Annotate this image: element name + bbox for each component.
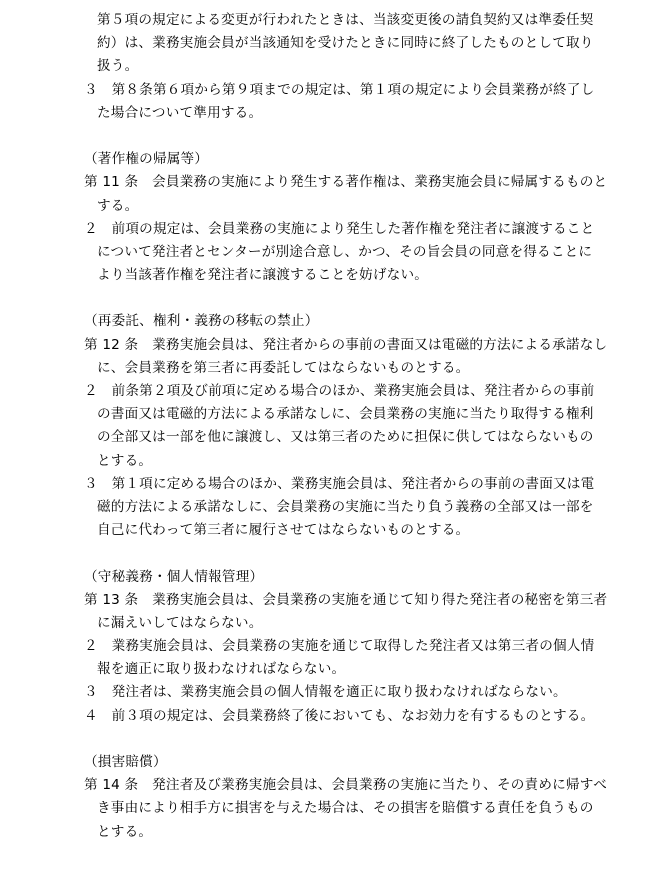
spacer bbox=[84, 728, 594, 751]
article-11 bbox=[84, 148, 608, 287]
paragraph-2-first-line: ２ 前項の規定は、会員業務の実施により発生した著作権を発注者に譲渡すること bbox=[84, 220, 595, 237]
spacer bbox=[84, 542, 594, 565]
text-line: 自己に代わって第三者に履行させてはならないものとする。 bbox=[97, 522, 470, 539]
text-line: 第５項の規定による変更が行われたときは、当該変更後の請負契約又は準委任契 bbox=[97, 12, 594, 28]
text-line: 報を適正に取り扱わなければならない。 bbox=[97, 661, 346, 678]
article-13 bbox=[84, 566, 608, 728]
article-first-line: 第 12 条 業務実施会員は、発注者からの事前の書面又は電磁的方法による承諾なし bbox=[84, 336, 608, 353]
text-line: 約）は、業務実施会員が当該通知を受けたときに同時に終了したものとして取り bbox=[97, 35, 594, 52]
text-line: に漏えいしてはならない。 bbox=[97, 614, 263, 631]
text-line: とする。 bbox=[97, 452, 153, 469]
text-line: の全部又は一部を他に譲渡し、又は第三者のために担保に供してはならないもの bbox=[97, 429, 594, 446]
text-line: の書面又は電磁的方法による承諾なしに、会員業務の実施に当たり取得する権利 bbox=[97, 406, 594, 423]
text-line: する。 bbox=[97, 197, 139, 214]
paragraph-2-first-line: ２ 業務実施会員は、会員業務の実施を通じて取得した発注者又は第三者の個人情 bbox=[84, 638, 595, 655]
text-line: 磁的方法による承諾なしに、会員業務の実施に当たり負う義務の全部又は一部を bbox=[97, 498, 594, 515]
text-line: について発注者とセンターが別途合意し、かつ、その旨会員の同意を得ることに bbox=[97, 243, 593, 260]
text-line: より当該著作権を発注者に譲渡することを妨げない。 bbox=[97, 267, 429, 284]
text-line: に、会員業務を第三者に再委託してはならないものとする。 bbox=[97, 359, 470, 376]
spacer bbox=[84, 125, 594, 148]
text-line: き事由により相手方に損害を与えた場合は、その損害を賠償する責任を負うもの bbox=[97, 800, 594, 817]
paragraph-3-first-line: ３ 第８条第６項から第９項までの規定は、第１項の規定により会員業務が終了し bbox=[84, 81, 595, 98]
section-heading: （著作権の帰属等） bbox=[84, 151, 209, 168]
article-first-line: 第 11 条 会員業務の実施により発生する著作権は、業務実施会員に帰属するものと bbox=[84, 174, 608, 191]
section-heading: （損害賠償） bbox=[84, 754, 167, 770]
article-10-tail bbox=[84, 9, 594, 125]
article-12 bbox=[84, 310, 608, 542]
paragraph-3-first-line: ３ 第１項に定める場合のほか、業務実施会員は、発注者からの事前の書面又は電 bbox=[84, 475, 595, 492]
article-14 bbox=[84, 751, 608, 844]
text-line: とする。 bbox=[97, 823, 153, 840]
paragraph-2-first-line: ２ 前条第２項及び前項に定める場合のほか、業務実施会員は、発注者からの事前 bbox=[84, 383, 595, 399]
document-page bbox=[84, 9, 608, 844]
section-heading: （再委託、権利・義務の移転の禁止） bbox=[84, 313, 319, 330]
article-first-line: 第 14 条 発注者及び業務実施会員は、会員業務の実施に当たり、その責めに帰すべ bbox=[84, 777, 608, 794]
article-first-line: 第 13 条 業務実施会員は、会員業務の実施を通じて知り得た発注者の秘密を第三者 bbox=[84, 591, 608, 608]
spacer bbox=[84, 287, 594, 310]
section-heading: （守秘義務・個人情報管理） bbox=[84, 568, 264, 585]
paragraph-3-first-line: ３ 発注者は、業務実施会員の個人情報を適正に取り扱わなければならない。 bbox=[84, 684, 567, 701]
text-line: 扱う。 bbox=[97, 58, 139, 75]
text-line: た場合について準用する。 bbox=[97, 104, 263, 121]
paragraph-4-first-line: ４ 前３項の規定は、会員業務終了後においても、なお効力を有するものとする。 bbox=[84, 707, 595, 724]
